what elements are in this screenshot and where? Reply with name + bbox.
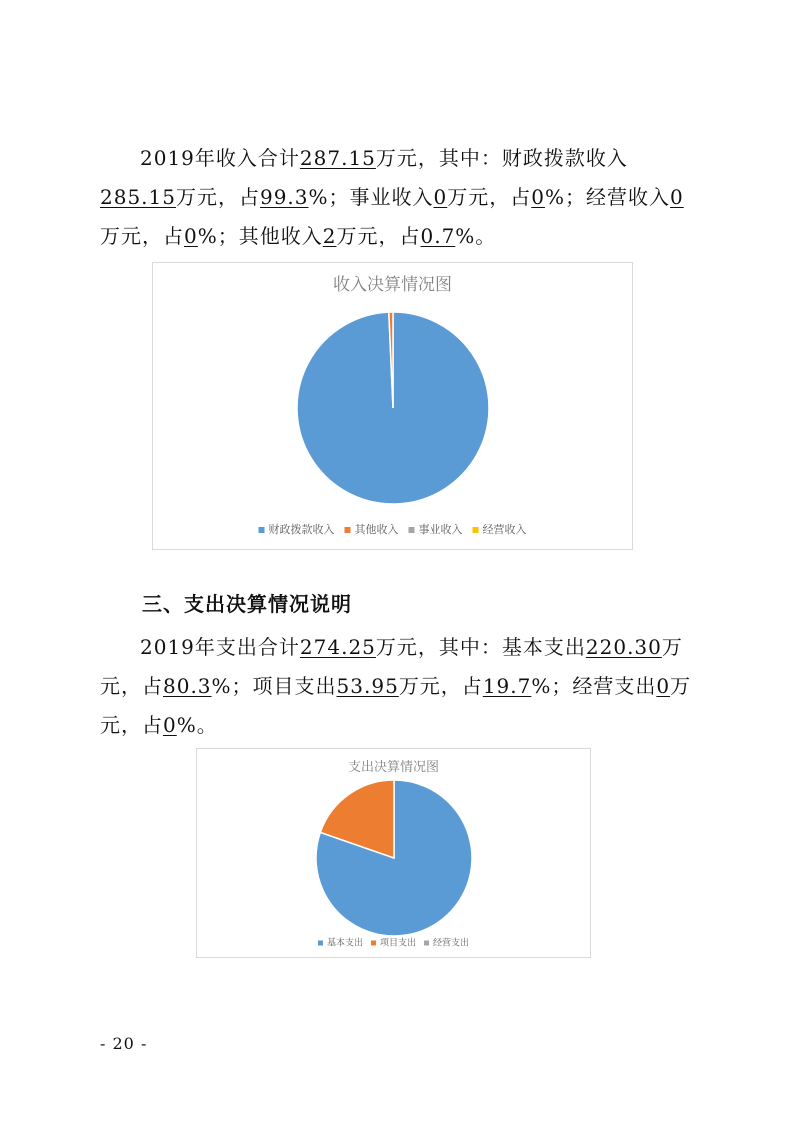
expense-project-pct: 19.7 <box>482 674 532 698</box>
legend-label-0: 财政拨款收入 <box>268 523 335 536</box>
legend-swatch-0 <box>318 941 323 946</box>
income-other: 2 <box>322 224 337 248</box>
chart-title: 支出决算情况图 <box>347 760 440 775</box>
expense-year: 2019 <box>140 635 195 659</box>
expense-total: 274.25 <box>299 635 376 659</box>
income-chart <box>152 262 633 550</box>
section-heading: 三、支出决算情况说明 <box>142 592 352 616</box>
expense-chart <box>196 748 591 958</box>
income-paragraph: 2019年收入合计287.15万元，其中：财政拨款收入285.15万元，占99.3%；事业收入0万元，占0%；经营收入0万元，占0%；其他收入2万元，占0.7%。 <box>100 146 684 248</box>
legend-label-1: 项目支出 <box>379 938 417 949</box>
page-number: - 20 - <box>100 1034 148 1053</box>
income-other-pct: 0.7 <box>420 224 456 248</box>
expense-operating: 0 <box>656 674 671 698</box>
legend-label-0: 基本支出 <box>326 938 363 949</box>
income-business: 0 <box>433 185 448 209</box>
income-pie-svg <box>153 263 632 549</box>
expense-basic-pct: 80.3 <box>163 674 212 698</box>
legend-swatch-1 <box>345 527 351 533</box>
income-fiscal: 285.15 <box>100 185 176 209</box>
legend-swatch-2 <box>424 941 429 946</box>
expense-project: 53.95 <box>336 674 399 698</box>
expense-basic: 220.30 <box>585 635 662 659</box>
income-operating-pct: 0 <box>184 224 198 248</box>
legend-swatch-3 <box>473 527 479 533</box>
income-business-pct: 0 <box>531 185 545 209</box>
legend-swatch-1 <box>371 941 376 946</box>
income-year: 2019 <box>140 146 195 170</box>
legend-label-1: 其他收入 <box>354 523 399 536</box>
expense-pie-svg <box>197 749 590 957</box>
income-fiscal-pct: 99.3 <box>259 185 309 209</box>
income-operating: 0 <box>670 185 684 209</box>
expense-operating-pct: 0 <box>163 713 177 737</box>
expense-paragraph: 2019年支出合计274.25万元，其中：基本支出220.30万元，占80.3%；项目支出53.95万元，占19.7%；经营支出0万元，占0%。 <box>100 635 692 737</box>
legend-label-2: 经营支出 <box>433 938 470 949</box>
legend-label-2: 事业收入 <box>418 523 463 536</box>
legend-label-3: 经营收入 <box>482 523 527 536</box>
legend-swatch-0 <box>259 527 265 533</box>
income-total: 287.15 <box>299 146 376 170</box>
legend-swatch-2 <box>409 527 415 533</box>
chart-title: 收入决算情况图 <box>333 275 452 295</box>
